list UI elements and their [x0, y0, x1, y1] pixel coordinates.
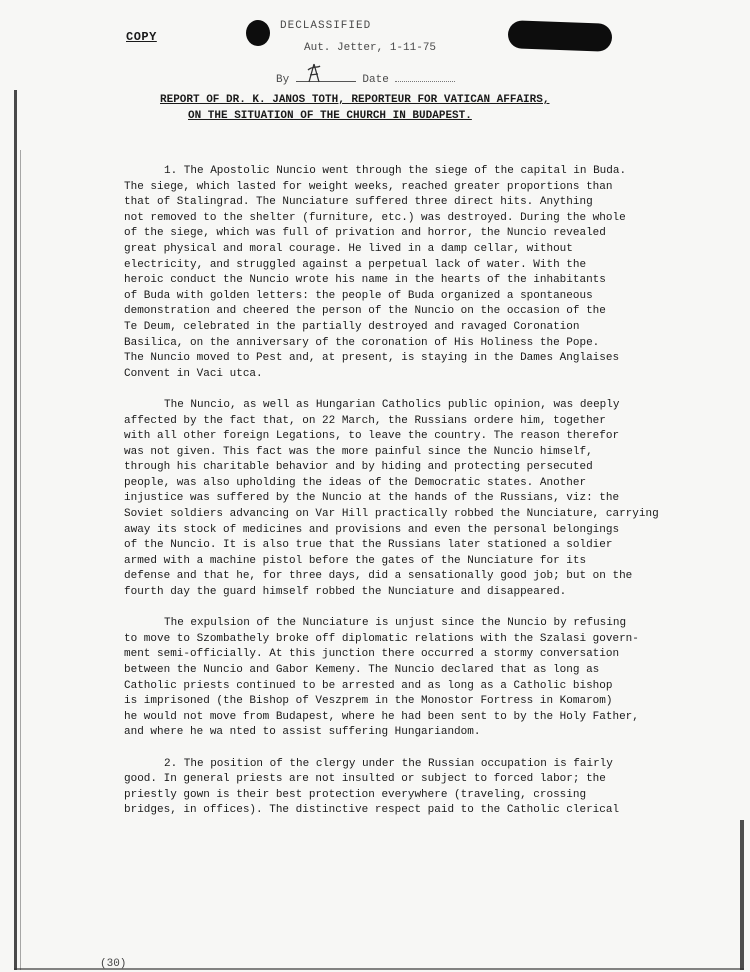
paragraph-line: 1. The Apostolic Nuncio went through the siege of the capital in Buda.	[164, 165, 627, 177]
stamp-by-label: By	[276, 74, 290, 86]
paragraph-line: of Buda with golden letters: the people of Buda organized a spontaneous	[124, 289, 593, 302]
report-title	[160, 92, 630, 124]
paragraph-line: priestly gown is their best protection everywhere (traveling, crossing	[124, 788, 587, 801]
paragraph-line: away its stock of medicines and provisions and even the personal belongings	[124, 523, 620, 536]
paragraph-4	[124, 757, 724, 819]
paragraph-line: Te Deum, celebrated in the partially destroyed and ravaged Coronation	[124, 320, 580, 333]
paragraph-line: affected by the fact that, on 22 March, the Russians ordere him, together	[124, 414, 606, 427]
signature-mark	[306, 62, 322, 84]
scan-edge-right	[740, 820, 744, 970]
paragraph-line: and where he wa nted to assist suffering Hungariandom.	[124, 726, 481, 739]
paragraph-line: The siege, which lasted for weight weeks, reached greater proportions than	[124, 180, 613, 193]
paragraph-line: not removed to the shelter (furniture, etc.) was destroyed. During the whole	[124, 211, 626, 224]
stamp-date-label: Date	[362, 74, 389, 86]
report-title-line-2: ON THE SITUATION OF THE CHURCH IN BUDAPEST.	[188, 110, 472, 122]
stamp-line-2: Aut. Jetter, 1-11-75	[304, 42, 437, 54]
stamp-by-blank	[296, 72, 356, 82]
paragraph-line: armed with a machine pistol before the gates of the Nunciature for its	[124, 554, 587, 567]
paragraph-line: injustice was suffered by the Nuncio at the hands of the Russians, viz: the	[124, 492, 620, 505]
report-title-line-1: REPORT OF DR. K. JANOS TOTH, REPORTEUR FOR VATICAN AFFAIRS,	[160, 94, 550, 106]
redaction-blot-right	[508, 20, 613, 52]
paragraph-line: that of Stalingrad. The Nunciature suffered three direct hits. Anything	[124, 196, 593, 209]
paragraph-line: to move to Szombathely broke off diplomatic relations with the Szalasi govern-	[124, 632, 639, 645]
paragraph-line: bridges, in offices). The distinctive respect paid to the Catholic clerical	[124, 804, 620, 817]
paragraph-2	[124, 398, 724, 601]
paragraph-line: Convent in Vaci utca.	[124, 367, 263, 380]
paragraph-line: demonstration and cheered the person of the Nuncio on the occasion of the	[124, 305, 606, 318]
redaction-blot-left	[246, 20, 270, 46]
copy-label: COPY	[126, 30, 157, 44]
stamp-line-1: DECLASSIFIED	[280, 20, 372, 32]
paragraph-line: heroic conduct the Nuncio wrote his name in the hearts of the inhabitants	[124, 274, 606, 287]
paragraph-line: he would not move from Budapest, where he had been sent to by the Holy Father,	[124, 710, 639, 723]
paragraph-line: The Nuncio moved to Pest and, at present, is staying in the Dames Anglaises	[124, 352, 620, 365]
paragraph-line: people, was also upholding the ideas of the Democratic states. Another	[124, 476, 587, 489]
report-body	[124, 164, 724, 835]
paragraph-1	[124, 164, 724, 382]
paragraph-line: through his charitable behavior and by hiding and protecting persecuted	[124, 461, 593, 474]
paragraph-line: ment semi-officially. At this junction there occurred a stormy conversation	[124, 648, 620, 661]
paragraph-line: between the Nuncio and Gabor Kemeny. The Nuncio declared that as long as	[124, 664, 600, 676]
scan-edge-left-inner	[20, 150, 21, 970]
scan-edge-left	[14, 90, 17, 970]
paragraph-line: defense and that he, for three days, did a sensationally good job; but on the	[124, 570, 633, 583]
paragraph-line: with all other foreign Legations, to leave the country. The reason therefor	[124, 430, 620, 443]
stamp-date-blank	[395, 72, 455, 82]
paragraph-line: of the Nuncio. It is also true that the Russians later stationed a soldier	[124, 539, 613, 552]
paragraph-line: is imprisoned (the Bishop of Veszprem in the Monostor Fortress in Komarom)	[124, 695, 613, 708]
paragraph-line: Catholic priests continued to be arrested and as long as a Catholic bishop	[124, 679, 613, 692]
paragraph-line: Soviet soldiers advancing on Var Hill practically robbed the Nunciature, carrying	[124, 508, 659, 521]
paragraph-line: electricity, and struggled against a perpetual lack of water. With the	[124, 258, 587, 271]
paragraph-line: was not given. This fact was the more painful since the Nuncio himself,	[124, 445, 593, 458]
paragraph-line: 2. The position of the clergy under the Russian occupation is fairly	[164, 757, 613, 770]
stamp-line-3	[276, 72, 455, 86]
paragraph-line: Basilica, on the anniversary of the coronation of His Holiness the Pope.	[124, 336, 600, 349]
paragraph-line: The expulsion of the Nunciature is unjust since the Nuncio by refusing	[164, 617, 627, 630]
paragraph-line: good. In general priests are not insulted or subject to forced labor; the	[124, 773, 606, 786]
paragraph-line: fourth day the guard himself robbed the Nunciature and disappeared.	[124, 586, 567, 599]
paragraph-line: great physical and moral courage. He lived in a damp cellar, without	[124, 242, 573, 255]
footer-mark: (30)	[100, 958, 127, 970]
paragraph-3	[124, 616, 724, 741]
paragraph-line: The Nuncio, as well as Hungarian Catholics public opinion, was deeply	[164, 398, 620, 411]
paragraph-line: of the siege, which was full of privation and horror, the Nuncio revealed	[124, 227, 606, 240]
